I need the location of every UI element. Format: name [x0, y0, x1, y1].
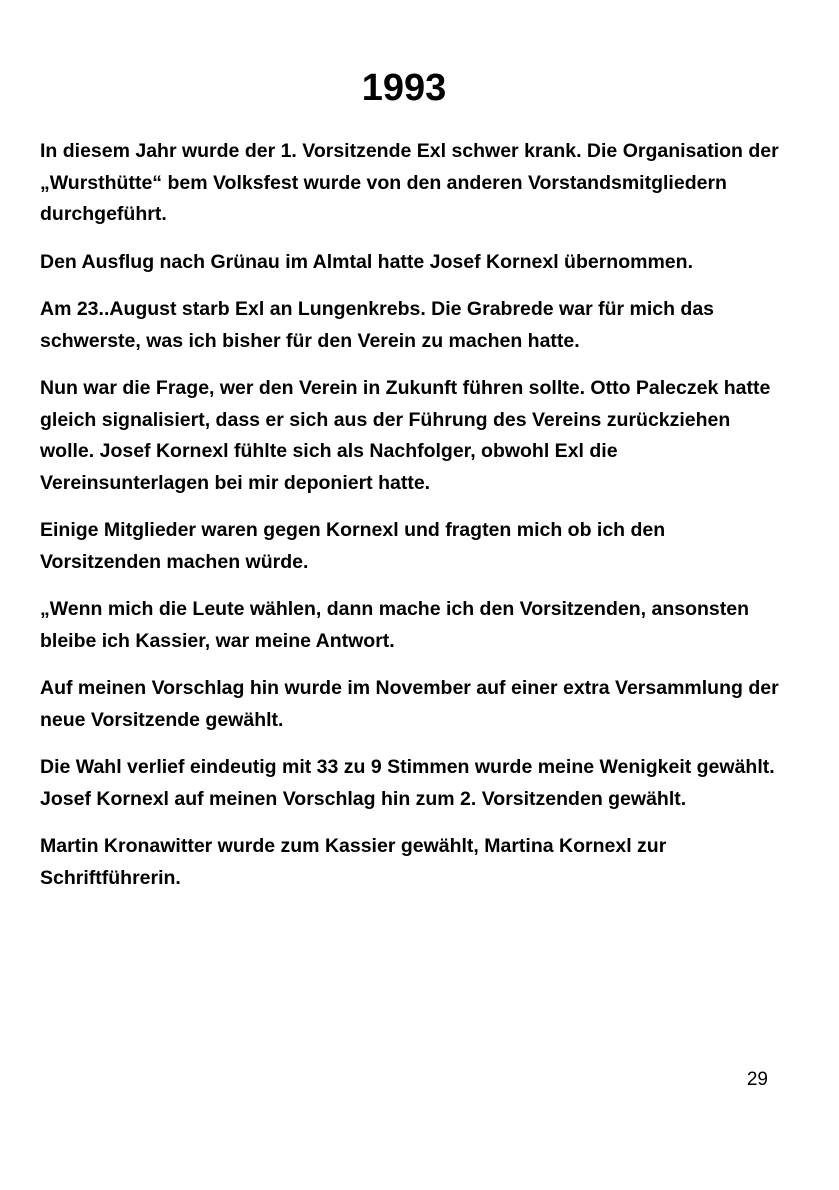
- paragraph-3: Am 23..August starb Exl an Lungenkrebs. Die Grabrede war für mich das schwerste, was ich bisher für den Verein zu machen hatte.: [40, 298, 715, 352]
- paragraph-6: „Wenn mich die Leute wählen, dann mache ich den Vorsitzenden, ansonsten bleibe ich Kassier, war meine Antwort.: [40, 598, 749, 652]
- page-title: 1993: [361, 67, 447, 109]
- paragraph-9: Martin Kronawitter wurde zum Kassier gewählt, Martina Kornexl zur Schriftführerin.: [40, 835, 667, 889]
- body-text: [40, 136, 780, 910]
- paragraph-1: In diesem Jahr wurde der 1. Vorsitzende Exl schwer krank. Die Organisation der „Wursthütte“ bem Volksfest wurde von den anderen Vorstandsmitgliedern durchgeführt.: [40, 140, 779, 225]
- page-number: 29: [746, 1069, 768, 1090]
- paragraph-7: Auf meinen Vorschlag hin wurde im November auf einer extra Versammlung der neue Vorsitzende gewählt.: [40, 677, 779, 731]
- paragraph-8: Die Wahl verlief eindeutig mit 33 zu 9 Stimmen wurde meine Wenigkeit gewählt. Josef Kornexl auf meinen Vorschlag hin zum 2. Vorsitzenden gewählt.: [40, 756, 775, 810]
- paragraph-2: Den Ausflug nach Grünau im Almtal hatte Josef Kornexl übernommen.: [40, 250, 693, 273]
- paragraph-4: Nun war die Frage, wer den Verein in Zukunft führen sollte. Otto Paleczek hatte gleich signalisiert, dass er sich aus der Führung des Vereins zurückziehen wolle. Josef Kornexl fühlte sich als Nachfolger, obwohl Exl die Vereinsunterlagen bei mir deponiert hatte.: [40, 377, 771, 494]
- paragraph-5: Einige Mitglieder waren gegen Kornexl und fragten mich ob ich den Vorsitzenden machen würde.: [40, 519, 666, 573]
